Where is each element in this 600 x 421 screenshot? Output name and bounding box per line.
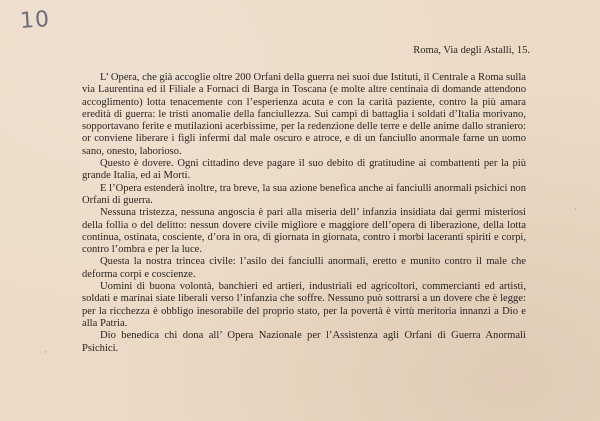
pencil-mark-dot: · [574, 205, 577, 215]
paragraph-trench: Questa la nostra trincea civile: l’asilo dei fanciulli anormali, eretto e munito contro il male che deforma corpi e coscienze. [82, 256, 526, 280]
paragraph-duty: Questo è dovere. Ogni cittadino deve pagare il suo debito di gratitudine ai combattenti per la più grande Italia, ed ai Morti. [82, 158, 526, 182]
sender-address: Roma, Via degli Astalli, 15. [413, 45, 530, 56]
paragraph-extension: E l’Opera estenderà inoltre, tra breve, la sua azione benefica anche ai fanciulli anormali psichici non Orfani di guerra. [82, 182, 526, 206]
paragraph-appeal: Uomini di buona volontà, banchieri ed artieri, industriali ed agricoltori, commercianti ed artisti, soldati e marinai siate liberali verso l’infanzia che soffre. Nessuno può sottrarsi a un dovere che è legge: per la ricchezza è obbligo inesorabile del proprio stato, per la povertà è virtù meritoria innanzi a Dio e alla Patria. [82, 281, 526, 329]
letter-body [82, 72, 526, 355]
paragraph-sadness: Nessuna tristezza, nessuna angoscia è pari alla miseria dell’ infanzia insidiata dai germi misteriosi della follia o del delitto: nessun dovere civile migliore e maggiore dell’opera di liberazione, della lotta continua, ostinata, cosciente, d’ora in ora, di giornata in giornata, contro i morbi laceranti spiriti e corpi, contro l’ombra e per la luce. [82, 207, 526, 256]
paragraph-blessing: Dio benedica chi dona all’ Opera Nazionale per l’Assistenza agli Orfani di Guerra Anormali Psichici. [82, 330, 526, 354]
handwritten-page-number: 10 [19, 6, 51, 35]
pencil-mark-dot: · [44, 348, 47, 358]
paragraph-opera-intro: L’ Opera, che già accoglie oltre 200 Orfani della guerra nei suoi due Istituti, il Centrale a Roma sulla via Laurentina ed il Filiale a Fornaci di Barga in Toscana (e molte altre centinaia di domande attendono accoglimento) lotta tenacemente con l’esperienza acuta e con la carità paziente, contro la più amara eredità di guerra: le tristi anomalie della fanciullezza. Sui campi di battaglia i soldati d’Italia morivano, sopportavano ferite e mutilazioni acerbissime, per la redenzione delle terre e delle anime dallo straniero: or conviene liberare i figli infermi dal male oscuro e atroce, e di un fanciullo anormale farne un uomo sano, onesto, laborioso. [82, 72, 526, 157]
